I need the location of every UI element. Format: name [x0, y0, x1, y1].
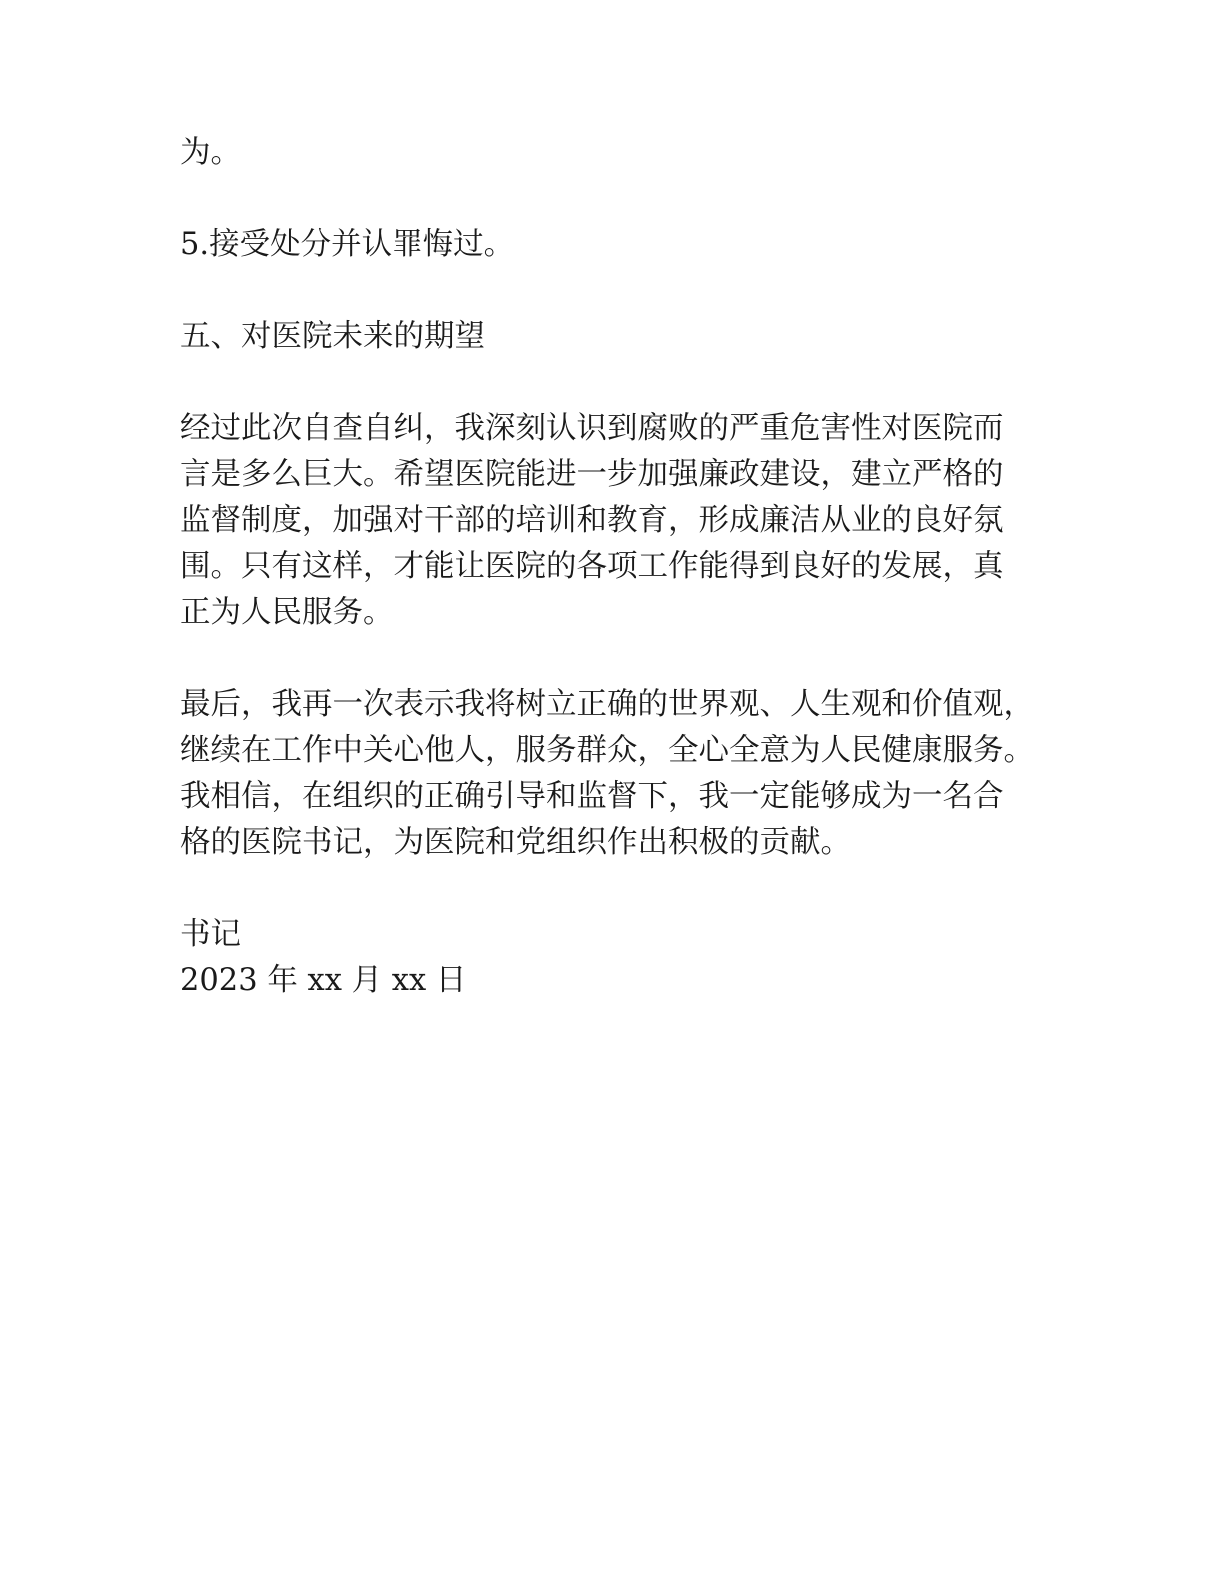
text-line: 经过此次自查自纠，我深刻认识到腐败的严重危害性对医院而: [180, 411, 1004, 446]
text-line: 继续在工作中关心他人，服务群众，全心全意为人民健康服务。: [180, 733, 1034, 768]
text-line: 格的医院书记，为医院和党组织作出积极的贡献。: [180, 825, 851, 860]
text-line: 5.接受处分并认罪悔过。: [180, 227, 515, 262]
text-line: 为。: [180, 135, 241, 170]
paragraph-item-5: [180, 222, 1060, 268]
paragraph-closing: [180, 682, 1060, 866]
paragraph-expectations: [180, 406, 1060, 636]
text-line: 监督制度，加强对干部的培训和教育，形成廉洁从业的良好氛: [180, 503, 1004, 538]
text-line: 言是多么巨大。希望医院能进一步加强廉政建设，建立严格的: [180, 457, 1004, 492]
section-heading-5: [180, 314, 1060, 360]
text-line: 五、对医院未来的期望: [180, 319, 485, 354]
signature-block: [180, 912, 1060, 1004]
paragraph-continuation: [180, 130, 1060, 176]
text-line: 围。只有这样，才能让医院的各项工作能得到良好的发展，真: [180, 549, 1004, 584]
signature-date: 2023 年 xx 月 xx 日: [180, 963, 467, 998]
text-line: 正为人民服务。: [180, 595, 394, 630]
signature-title: 书记: [180, 917, 241, 952]
text-line: 我相信，在组织的正确引导和监督下，我一定能够成为一名合: [180, 779, 1004, 814]
document-body: [180, 130, 1060, 1004]
text-line: 最后，我再一次表示我将树立正确的世界观、人生观和价值观，: [180, 687, 1034, 722]
